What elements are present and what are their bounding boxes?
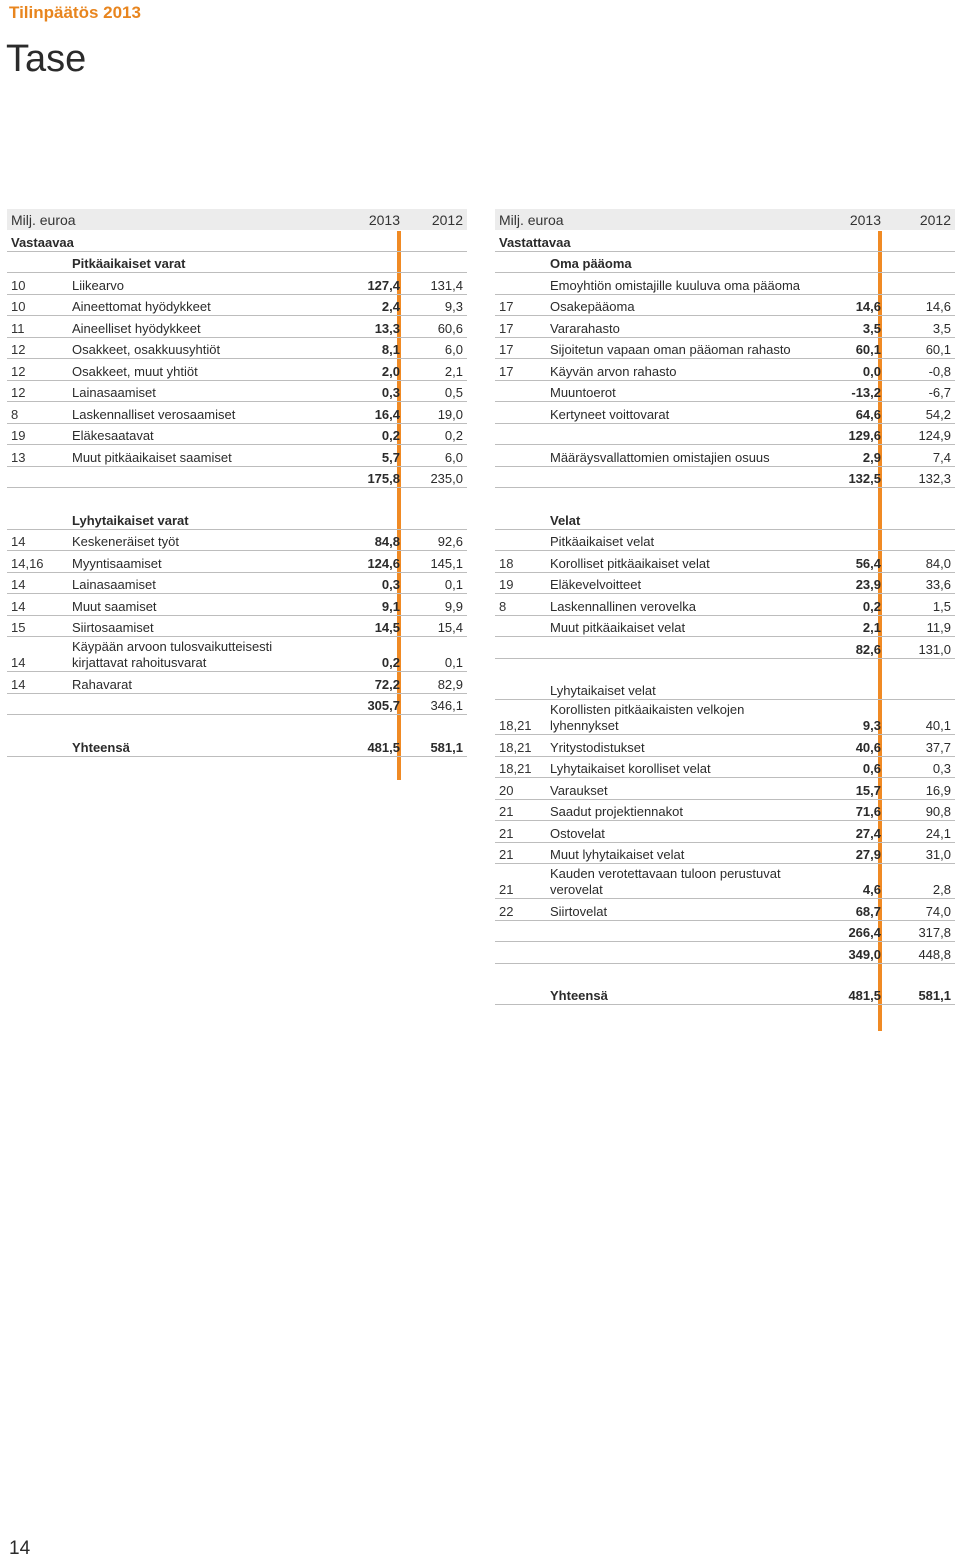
- value-2013-cell: 305,7: [332, 693, 404, 715]
- group-title-row: [7, 508, 467, 529]
- value-2012-cell: [885, 529, 955, 551]
- table-row: [495, 842, 955, 864]
- note-cell: [495, 251, 546, 273]
- value-2013-cell: 175,8: [332, 466, 404, 488]
- value-2013-cell: 129,6: [813, 423, 885, 445]
- table-row: [495, 359, 955, 381]
- value-2012-cell: 3,5: [885, 316, 955, 338]
- note-cell: 14: [7, 594, 68, 616]
- note-cell: [7, 466, 68, 488]
- value-2012-cell: 24,1: [885, 821, 955, 843]
- spacer-row: [7, 488, 467, 509]
- table-row: [495, 402, 955, 424]
- value-2012-cell: 74,0: [885, 899, 955, 921]
- page-heading: Tase: [6, 38, 87, 80]
- value-2013-cell: 2,1: [813, 615, 885, 637]
- value-2013-cell: 56,4: [813, 551, 885, 573]
- value-2013-cell: 9,3: [813, 700, 885, 735]
- label-cell: Yritystodistukset: [546, 735, 813, 757]
- value-2012-cell: [885, 273, 955, 295]
- value-2013-cell: 71,6: [813, 799, 885, 821]
- subtotal-row: [495, 942, 955, 964]
- value-2012-cell: 2,1: [404, 359, 467, 381]
- value-2013-cell: 82,6: [813, 637, 885, 659]
- note-cell: [7, 735, 68, 756]
- value-2012-cell: 0,5: [404, 380, 467, 402]
- note-cell: [495, 920, 546, 942]
- label-cell: [546, 920, 813, 942]
- label-cell: [546, 423, 813, 445]
- value-2012-cell: [885, 508, 955, 529]
- table-row: [495, 380, 955, 402]
- label-cell: Yhteensä: [546, 984, 813, 1005]
- label-cell: Lyhytaikaiset korolliset velat: [546, 756, 813, 778]
- year-previous-header: 2012: [885, 209, 955, 230]
- note-cell: 17: [495, 294, 546, 316]
- note-cell: [495, 423, 546, 445]
- label-cell: [546, 466, 813, 488]
- value-2013-cell: 2,4: [332, 294, 404, 316]
- group-title-row: [495, 508, 955, 529]
- value-2012-cell: 0,1: [404, 572, 467, 594]
- label-cell: Vararahasto: [546, 316, 813, 338]
- note-cell: 18: [495, 551, 546, 573]
- label-cell: Aineelliset hyödykkeet: [68, 316, 332, 338]
- note-cell: 22: [495, 899, 546, 921]
- spacer-row: [7, 715, 467, 736]
- subtotal-row: [495, 466, 955, 488]
- spacer-row: [495, 963, 955, 984]
- note-cell: 11: [7, 316, 68, 338]
- label-cell: Osakkeet, osakkuusyhtiöt: [68, 337, 332, 359]
- value-2012-cell: 40,1: [885, 700, 955, 735]
- value-2012-cell: 92,6: [404, 529, 467, 551]
- value-2013-cell: [813, 529, 885, 551]
- table-row: [7, 337, 467, 359]
- value-2013-cell: 27,9: [813, 842, 885, 864]
- table-row: [495, 294, 955, 316]
- assets-table: [7, 209, 467, 757]
- value-2013-cell: 2,9: [813, 445, 885, 467]
- year-current-header: 2013: [813, 209, 885, 230]
- note-cell: 21: [495, 842, 546, 864]
- table-row: [7, 572, 467, 594]
- label-cell: Korollisten pitkäaikaisten velkojen lyhennykset: [546, 700, 813, 735]
- label-cell: Käypään arvoon tulosvaikutteisesti kirjattavat rahoitusvarat: [68, 637, 332, 672]
- value-2013-cell: [813, 273, 885, 295]
- label-cell: Osakepääoma: [546, 294, 813, 316]
- section-title-row: [7, 230, 467, 251]
- value-2012-cell: 124,9: [885, 423, 955, 445]
- note-cell: 15: [7, 615, 68, 637]
- group-title-row: [7, 251, 467, 273]
- table-row: [7, 273, 467, 295]
- value-2013-cell: [813, 251, 885, 273]
- subtotal-row: [495, 423, 955, 445]
- subgroup-title-row: [495, 273, 955, 295]
- table-row: [495, 337, 955, 359]
- value-2012-cell: 31,0: [885, 842, 955, 864]
- label-cell: [68, 693, 332, 715]
- value-2012-cell: 19,0: [404, 402, 467, 424]
- label-cell: [68, 466, 332, 488]
- value-2012-cell: 33,6: [885, 572, 955, 594]
- label-cell: Sijoitetun vapaan oman pääoman rahasto: [546, 337, 813, 359]
- label-cell: [546, 942, 813, 964]
- value-2012-cell: 9,9: [404, 594, 467, 616]
- value-2013-cell: 23,9: [813, 572, 885, 594]
- label-cell: Keskeneräiset työt: [68, 529, 332, 551]
- subtotal-row: [7, 466, 467, 488]
- label-cell: Lainasaamiset: [68, 380, 332, 402]
- label-cell: Siirtosaamiset: [68, 615, 332, 637]
- value-2012-cell: 235,0: [404, 466, 467, 488]
- value-2013-cell: [813, 508, 885, 529]
- value-2012-cell: 0,2: [404, 423, 467, 445]
- section-title: Vastaavaa: [7, 230, 467, 251]
- value-2012-cell: [885, 251, 955, 273]
- table-row: [495, 700, 955, 735]
- value-2012-cell: 11,9: [885, 615, 955, 637]
- table-row: [495, 572, 955, 594]
- label-cell: Lainasaamiset: [68, 572, 332, 594]
- value-2012-cell: 9,3: [404, 294, 467, 316]
- value-2012-cell: [404, 508, 467, 529]
- value-2012-cell: 2,8: [885, 864, 955, 899]
- value-2013-cell: [332, 508, 404, 529]
- column-header-row: [7, 209, 467, 230]
- note-cell: [495, 402, 546, 424]
- note-cell: 18,21: [495, 700, 546, 735]
- spacer-row: [495, 488, 955, 509]
- value-2013-cell: 72,2: [332, 672, 404, 694]
- table-row: [7, 316, 467, 338]
- table-row: [495, 316, 955, 338]
- label-cell: Eläkevelvoitteet: [546, 572, 813, 594]
- note-cell: 19: [7, 423, 68, 445]
- note-cell: 21: [495, 864, 546, 899]
- label-cell: Osakkeet, muut yhtiöt: [68, 359, 332, 381]
- value-2013-cell: 481,5: [332, 735, 404, 756]
- table-row: [7, 445, 467, 467]
- value-2013-cell: 0,3: [332, 572, 404, 594]
- label-cell: Käyvän arvon rahasto: [546, 359, 813, 381]
- unit-label: Milj. euroa: [7, 209, 332, 230]
- table-row: [495, 778, 955, 800]
- note-cell: 14: [7, 672, 68, 694]
- grand-total-row: [495, 984, 955, 1005]
- value-2012-cell: 82,9: [404, 672, 467, 694]
- table-row: [495, 899, 955, 921]
- value-2013-cell: 8,1: [332, 337, 404, 359]
- value-2012-cell: 132,3: [885, 466, 955, 488]
- table-row: [7, 359, 467, 381]
- note-cell: 14: [7, 637, 68, 672]
- label-cell: Liikearvo: [68, 273, 332, 295]
- value-2013-cell: 84,8: [332, 529, 404, 551]
- note-cell: [7, 693, 68, 715]
- value-2013-cell: 0,2: [332, 423, 404, 445]
- value-2013-cell: 0,2: [332, 637, 404, 672]
- note-cell: [495, 508, 546, 529]
- section-title: Vastattavaa: [495, 230, 955, 251]
- value-2012-cell: 0,3: [885, 756, 955, 778]
- note-cell: 14,16: [7, 551, 68, 573]
- liabilities-table: [495, 209, 955, 1005]
- value-2013-cell: 0,3: [332, 380, 404, 402]
- value-2012-cell: 90,8: [885, 799, 955, 821]
- label-cell: Myyntisaamiset: [68, 551, 332, 573]
- label-cell: Ostovelat: [546, 821, 813, 843]
- table-row: [7, 529, 467, 551]
- liabilities-panel: [495, 209, 955, 1005]
- table-row: [7, 423, 467, 445]
- note-cell: 12: [7, 337, 68, 359]
- value-2012-cell: 15,4: [404, 615, 467, 637]
- label-cell: Kertyneet voittovarat: [546, 402, 813, 424]
- label-cell: Lyhytaikaiset velat: [546, 679, 813, 700]
- table-row: [7, 594, 467, 616]
- note-cell: [495, 615, 546, 637]
- note-cell: 14: [7, 529, 68, 551]
- label-cell: Aineettomat hyödykkeet: [68, 294, 332, 316]
- value-2012-cell: 14,6: [885, 294, 955, 316]
- value-2012-cell: 37,7: [885, 735, 955, 757]
- value-2013-cell: 16,4: [332, 402, 404, 424]
- label-cell: Saadut projektiennakot: [546, 799, 813, 821]
- value-2013-cell: 14,6: [813, 294, 885, 316]
- value-2012-cell: 6,0: [404, 337, 467, 359]
- note-cell: 17: [495, 359, 546, 381]
- value-2012-cell: 581,1: [885, 984, 955, 1005]
- note-cell: 21: [495, 799, 546, 821]
- value-2012-cell: 60,1: [885, 337, 955, 359]
- value-2013-cell: 4,6: [813, 864, 885, 899]
- label-cell: Eläkesaatavat: [68, 423, 332, 445]
- table-row: [495, 445, 955, 467]
- subtotal-row: [495, 637, 955, 659]
- value-2013-cell: 481,5: [813, 984, 885, 1005]
- value-2012-cell: 1,5: [885, 594, 955, 616]
- subgroup-title-row: [495, 529, 955, 551]
- table-row: [495, 735, 955, 757]
- note-cell: 12: [7, 380, 68, 402]
- note-cell: 12: [7, 359, 68, 381]
- value-2013-cell: 124,6: [332, 551, 404, 573]
- label-cell: Lyhytaikaiset varat: [68, 508, 332, 529]
- note-cell: [495, 273, 546, 295]
- subtotal-row: [495, 920, 955, 942]
- label-cell: Muuntoerot: [546, 380, 813, 402]
- label-cell: Muut pitkäaikaiset velat: [546, 615, 813, 637]
- value-2012-cell: 145,1: [404, 551, 467, 573]
- value-2013-cell: 14,5: [332, 615, 404, 637]
- value-2013-cell: 3,5: [813, 316, 885, 338]
- note-cell: [495, 984, 546, 1005]
- label-cell: Siirtovelat: [546, 899, 813, 921]
- table-row: [495, 615, 955, 637]
- note-cell: 14: [7, 572, 68, 594]
- value-2013-cell: 2,0: [332, 359, 404, 381]
- label-cell: Pitkäaikaiset velat: [546, 529, 813, 551]
- table-row: [7, 615, 467, 637]
- note-cell: [495, 466, 546, 488]
- value-2012-cell: 131,0: [885, 637, 955, 659]
- label-cell: Varaukset: [546, 778, 813, 800]
- value-2013-cell: 0,6: [813, 756, 885, 778]
- table-row: [7, 637, 467, 672]
- year-previous-header: 2012: [404, 209, 467, 230]
- note-cell: 17: [495, 337, 546, 359]
- assets-panel: [7, 209, 467, 757]
- label-cell: Laskennalliset verosaamiset: [68, 402, 332, 424]
- note-cell: 10: [7, 294, 68, 316]
- column-header-row: [495, 209, 955, 230]
- note-cell: 19: [495, 572, 546, 594]
- table-row: [7, 672, 467, 694]
- subgroup-title-row: [495, 679, 955, 700]
- value-2012-cell: 346,1: [404, 693, 467, 715]
- value-2012-cell: 7,4: [885, 445, 955, 467]
- label-cell: Emoyhtiön omistajille kuuluva oma pääoma: [546, 273, 813, 295]
- value-2013-cell: 27,4: [813, 821, 885, 843]
- table-row: [495, 799, 955, 821]
- value-2012-cell: 54,2: [885, 402, 955, 424]
- note-cell: 18,21: [495, 756, 546, 778]
- subtotal-row: [7, 693, 467, 715]
- value-2012-cell: 317,8: [885, 920, 955, 942]
- table-row: [495, 821, 955, 843]
- value-2012-cell: 84,0: [885, 551, 955, 573]
- note-cell: [7, 508, 68, 529]
- value-2013-cell: 127,4: [332, 273, 404, 295]
- group-title-row: [495, 251, 955, 273]
- value-2013-cell: 132,5: [813, 466, 885, 488]
- note-cell: [495, 445, 546, 467]
- value-2012-cell: 0,1: [404, 637, 467, 672]
- note-cell: 18,21: [495, 735, 546, 757]
- note-cell: 8: [7, 402, 68, 424]
- table-row: [7, 402, 467, 424]
- value-2013-cell: 266,4: [813, 920, 885, 942]
- grand-total-row: [7, 735, 467, 756]
- value-2012-cell: [885, 679, 955, 700]
- value-2012-cell: 448,8: [885, 942, 955, 964]
- label-cell: Korolliset pitkäaikaiset velat: [546, 551, 813, 573]
- value-2013-cell: 9,1: [332, 594, 404, 616]
- label-cell: Velat: [546, 508, 813, 529]
- unit-label: Milj. euroa: [495, 209, 813, 230]
- label-cell: Laskennallinen verovelka: [546, 594, 813, 616]
- label-cell: [546, 637, 813, 659]
- value-2013-cell: -13,2: [813, 380, 885, 402]
- label-cell: Muut lyhytaikaiset velat: [546, 842, 813, 864]
- value-2013-cell: 349,0: [813, 942, 885, 964]
- note-cell: [495, 942, 546, 964]
- label-cell: Muut pitkäaikaiset saamiset: [68, 445, 332, 467]
- label-cell: Määräysvallattomien omistajien osuus: [546, 445, 813, 467]
- value-2013-cell: [813, 679, 885, 700]
- table-row: [7, 551, 467, 573]
- section-title-row: [495, 230, 955, 251]
- label-cell: Muut saamiset: [68, 594, 332, 616]
- table-row: [7, 380, 467, 402]
- value-2012-cell: 581,1: [404, 735, 467, 756]
- note-cell: 21: [495, 821, 546, 843]
- value-2012-cell: 131,4: [404, 273, 467, 295]
- value-2013-cell: 0,2: [813, 594, 885, 616]
- table-row: [495, 756, 955, 778]
- note-cell: 10: [7, 273, 68, 295]
- spacer-row: [495, 658, 955, 679]
- value-2013-cell: 68,7: [813, 899, 885, 921]
- table-row: [495, 594, 955, 616]
- table-row: [7, 294, 467, 316]
- group-title: Pitkäaikaiset varat: [68, 251, 467, 273]
- value-2013-cell: 15,7: [813, 778, 885, 800]
- label-cell: Yhteensä: [68, 735, 332, 756]
- value-2013-cell: 13,3: [332, 316, 404, 338]
- value-2013-cell: 64,6: [813, 402, 885, 424]
- value-2012-cell: 16,9: [885, 778, 955, 800]
- report-title: Tilinpäätös 2013: [9, 3, 141, 22]
- note-cell: 17: [495, 316, 546, 338]
- note-cell: [495, 529, 546, 551]
- label-cell: Rahavarat: [68, 672, 332, 694]
- year-current-header: 2013: [332, 209, 404, 230]
- note-cell: 13: [7, 445, 68, 467]
- note-cell: [495, 380, 546, 402]
- value-2013-cell: 0,0: [813, 359, 885, 381]
- table-row: [495, 551, 955, 573]
- value-2013-cell: 60,1: [813, 337, 885, 359]
- value-2013-cell: 5,7: [332, 445, 404, 467]
- value-2012-cell: 6,0: [404, 445, 467, 467]
- page-number: 14: [9, 1538, 31, 1559]
- value-2013-cell: 40,6: [813, 735, 885, 757]
- note-cell: 8: [495, 594, 546, 616]
- label-cell: Oma pääoma: [546, 251, 813, 273]
- value-2012-cell: 60,6: [404, 316, 467, 338]
- value-2012-cell: -0,8: [885, 359, 955, 381]
- note-cell: 20: [495, 778, 546, 800]
- label-cell: Kauden verotettavaan tuloon perustuvat verovelat: [546, 864, 813, 899]
- note-cell: [495, 637, 546, 659]
- note-cell: [495, 679, 546, 700]
- table-row: [495, 864, 955, 899]
- value-2012-cell: -6,7: [885, 380, 955, 402]
